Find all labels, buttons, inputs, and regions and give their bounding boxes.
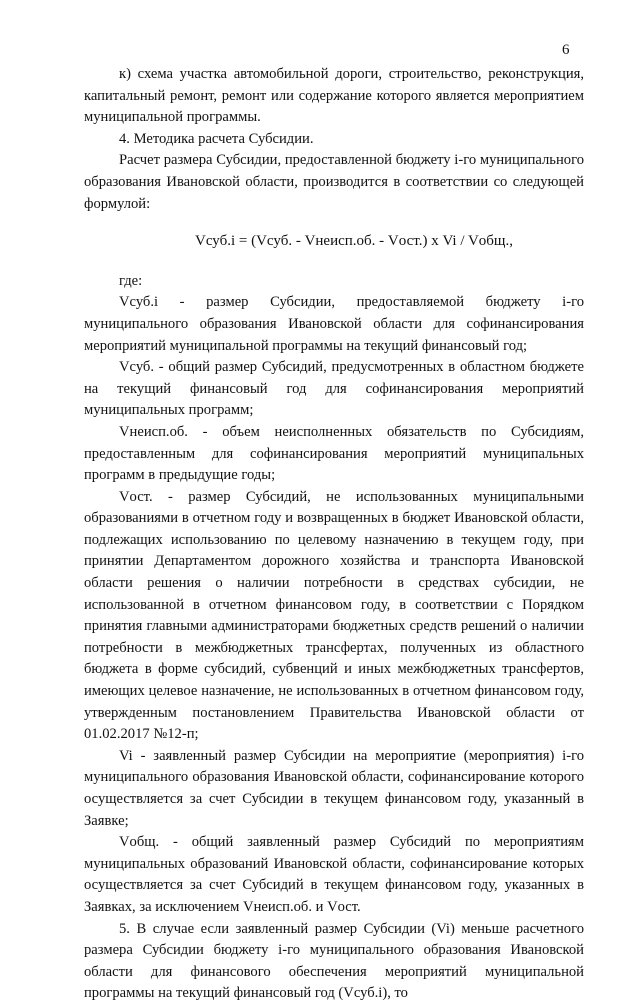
definition-vobsh: Vобщ. - общий заявленный размер Субсидий по мероприятиям муниципальных образований Ивановской области, софинансирование которых осуществляется за счет Субсидий в текущем финансовом году, указанных в Заявках, за исключением Vнеисп.об. и Vост.	[84, 834, 584, 915]
where-label: где:	[119, 272, 143, 289]
paragraph-k-item: к) схема участка автомобильной дороги, строительство, реконструкция, капитальный ремонт, ремонт или содержание которого является мероприятием муниципальной программы.	[84, 66, 584, 126]
definition-vsub-i: Vсуб.i - размер Субсидии, предоставляемой бюджету i-го муниципального образования Ивановской области для софинансирования мероприятий муниципальной программы на текущий финансовый год;	[84, 294, 584, 354]
section-heading-4: 4. Методика расчета Субсидии.	[119, 130, 314, 147]
definition-vneisp: Vнеисп.об. - объем неисполненных обязательств по Субсидиям, предоставленным для софинансирования мероприятий муниципальных программ в предыдущие годы;	[84, 423, 584, 484]
paragraph-calculation-intro: Расчет размера Субсидии, предоставленной бюджету i-го муниципального образования Ивановской области, производится в соответствии со следующей формулой:	[84, 152, 584, 212]
subsidy-formula: Vсуб.i = (Vсуб. - Vнеисп.об. - Vост.) х Vi / Vобщ.,	[195, 233, 513, 250]
definition-vi: Vi - заявленный размер Субсидии на мероприятие (мероприятия) i-го муниципального образования Ивановской области, софинансирование которого осуществляется за счет Субсидии в текущем финансовом году, указанный в Заявке;	[84, 747, 584, 829]
definition-vost: Vост. - размер Субсидий, не использованных муниципальными образованиями в отчетном году и возвращенных в бюджет Ивановской области, подлежащих использованию по целевому назначению в текущем году, при принятии Департаментом дорожного хозяйства и транспорта Ивановской области решения о наличии потребности в средствах субсидии, не использованной в отчетном финансовом году, в соответствии с Порядком принятия главными администраторами бюджетных средств решений о наличии потребности в межбюджетных трансфертах, полученных из областного бюджета в форме субсидий, субвенций и иных межбюджетных трансфертов, имеющих целевое назначение, не использованных в отчетном финансовом году, утвержденным постановлением Правительства Ивановской области от 01.02.2017 №12-п;	[84, 488, 584, 743]
page-number: 6	[562, 42, 570, 58]
paragraph-5: 5. В случае если заявленный размер Субсидии (Vi) меньше расчетного размера Субсидии бюджету i-го муниципального образования Ивановской области для финансового обеспечения мероприятий муниципальной программы на текущий финансовый год (Vсуб.i), то	[84, 920, 584, 1002]
document-body	[84, 64, 584, 1005]
definition-vsub: Vсуб. - общий размер Субсидий, предусмотренных в областном бюджете на текущий финансовый год для софинансирования мероприятий муниципальных программ;	[84, 359, 584, 419]
